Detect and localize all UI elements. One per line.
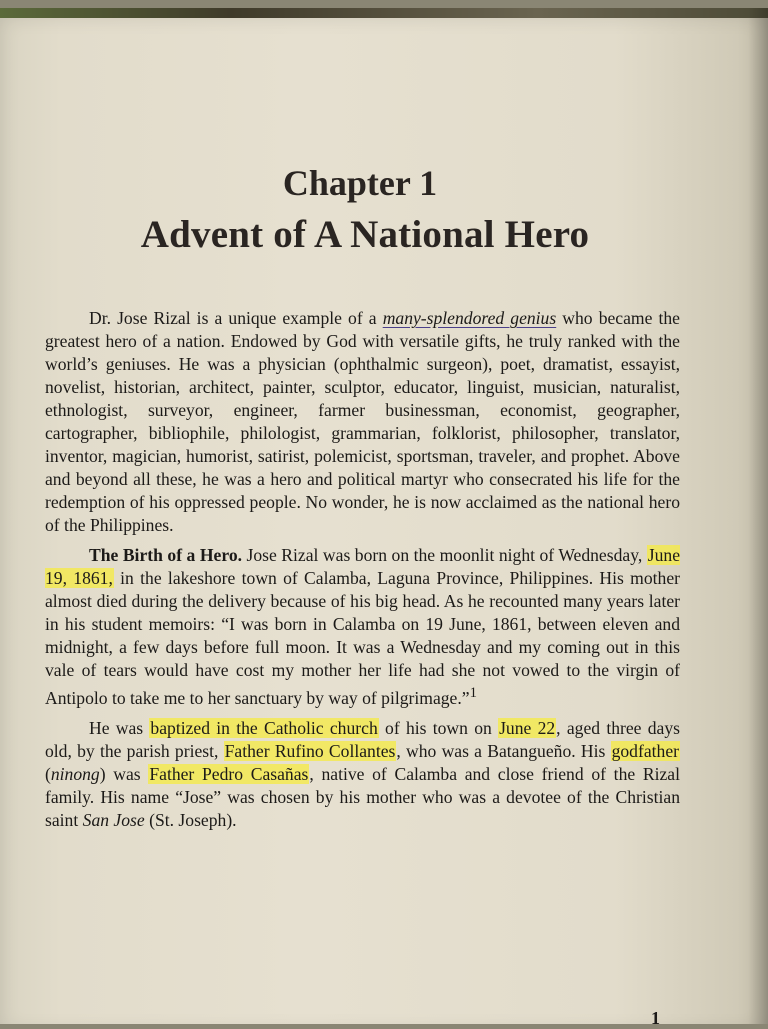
text-span: ) was — [99, 763, 149, 784]
text-span: Jose Rizal was born on the moonlit night of Wednesday, — [242, 545, 647, 565]
paragraph-baptism — [45, 717, 680, 832]
section-lead: The Birth of a Hero. — [89, 545, 243, 565]
highlight-baptized: baptized in the Catholic church — [150, 717, 378, 738]
chapter-title: Advent of A National Hero — [140, 213, 590, 256]
paragraph-birth — [45, 544, 680, 710]
highlight-godfather: godfather — [611, 740, 679, 761]
text-span: in the lakeshore town of Calamba, Laguna Province, Philippines. His mother almost died during the delivery because of his big head. As he recounted many years later in his student memoirs: “I was born in Calamba on 19 June, 1861, between eleven and midnight, a few days before full moon. It was a Wednesday and my coming out in this vale of tears would have cost my mother her life had she not vowed to the virgin of Antipolo to take me to her sanctuary by way of pilgrimage.” — [45, 568, 680, 708]
text-span: (St. Joseph). — [144, 809, 237, 830]
italic-ninong: ninong — [50, 763, 100, 784]
highlight-priest: Father Rufino Collantes — [224, 740, 396, 761]
text-span: ( — [45, 763, 51, 784]
chapter-body — [45, 307, 680, 839]
text-span: Dr. Jose Rizal is a unique example of a — [89, 308, 383, 328]
paragraph-intro — [45, 307, 680, 537]
italic-saint: San Jose — [82, 809, 145, 830]
text-span: , aged three days old, by the parish priest, — [45, 717, 680, 761]
highlight-baptism-date: June 22 — [499, 717, 556, 738]
chapter-number: Chapter 1 — [282, 163, 438, 203]
text-span: who became the greatest hero of a nation. Endowed by God with versatile gifts, he truly ranked with the world’s geniuses. He was a physician (ophthalmic surgeon), poet, dramatist, essayist, novelist, historian, architect, painter, sculptor, educator, linguist, musician, naturalist, ethnologist, surveyor, engineer, farmer businessman, economist, geographer, cartographer, bibliophile, philologist, grammarian, folklorist, philosopher, translator, inventor, magician, humorist, satirist, polemicist, sportsman, traveler, and prophet. Above and beyond all these, he was a hero and political martyr who consecrated his life for the redemption of his oppressed people. No wonder, he is now acclaimed as the national hero of the Philippines. — [45, 308, 680, 535]
page-edge-shadow — [748, 8, 768, 1024]
highlight-birthdate: June 19, 1861, — [45, 545, 680, 588]
text-span: , who was a Batangueño. His — [396, 740, 611, 761]
footnote-marker: 1 — [469, 685, 477, 701]
text-span: , native of Calamba and close friend of the Rizal family. His name “Jose” was chosen by his mother who was a devotee of the Christian saint — [45, 763, 680, 830]
text-span: He was — [89, 717, 150, 738]
underlined-phrase: many-splendored genius — [382, 308, 557, 328]
page-number: 1 — [651, 1008, 660, 1028]
highlight-godfather-name: Father Pedro Casañas — [149, 763, 309, 784]
book-page — [0, 8, 768, 1028]
text-span: of his town on — [378, 717, 499, 738]
background-strip — [0, 8, 768, 18]
